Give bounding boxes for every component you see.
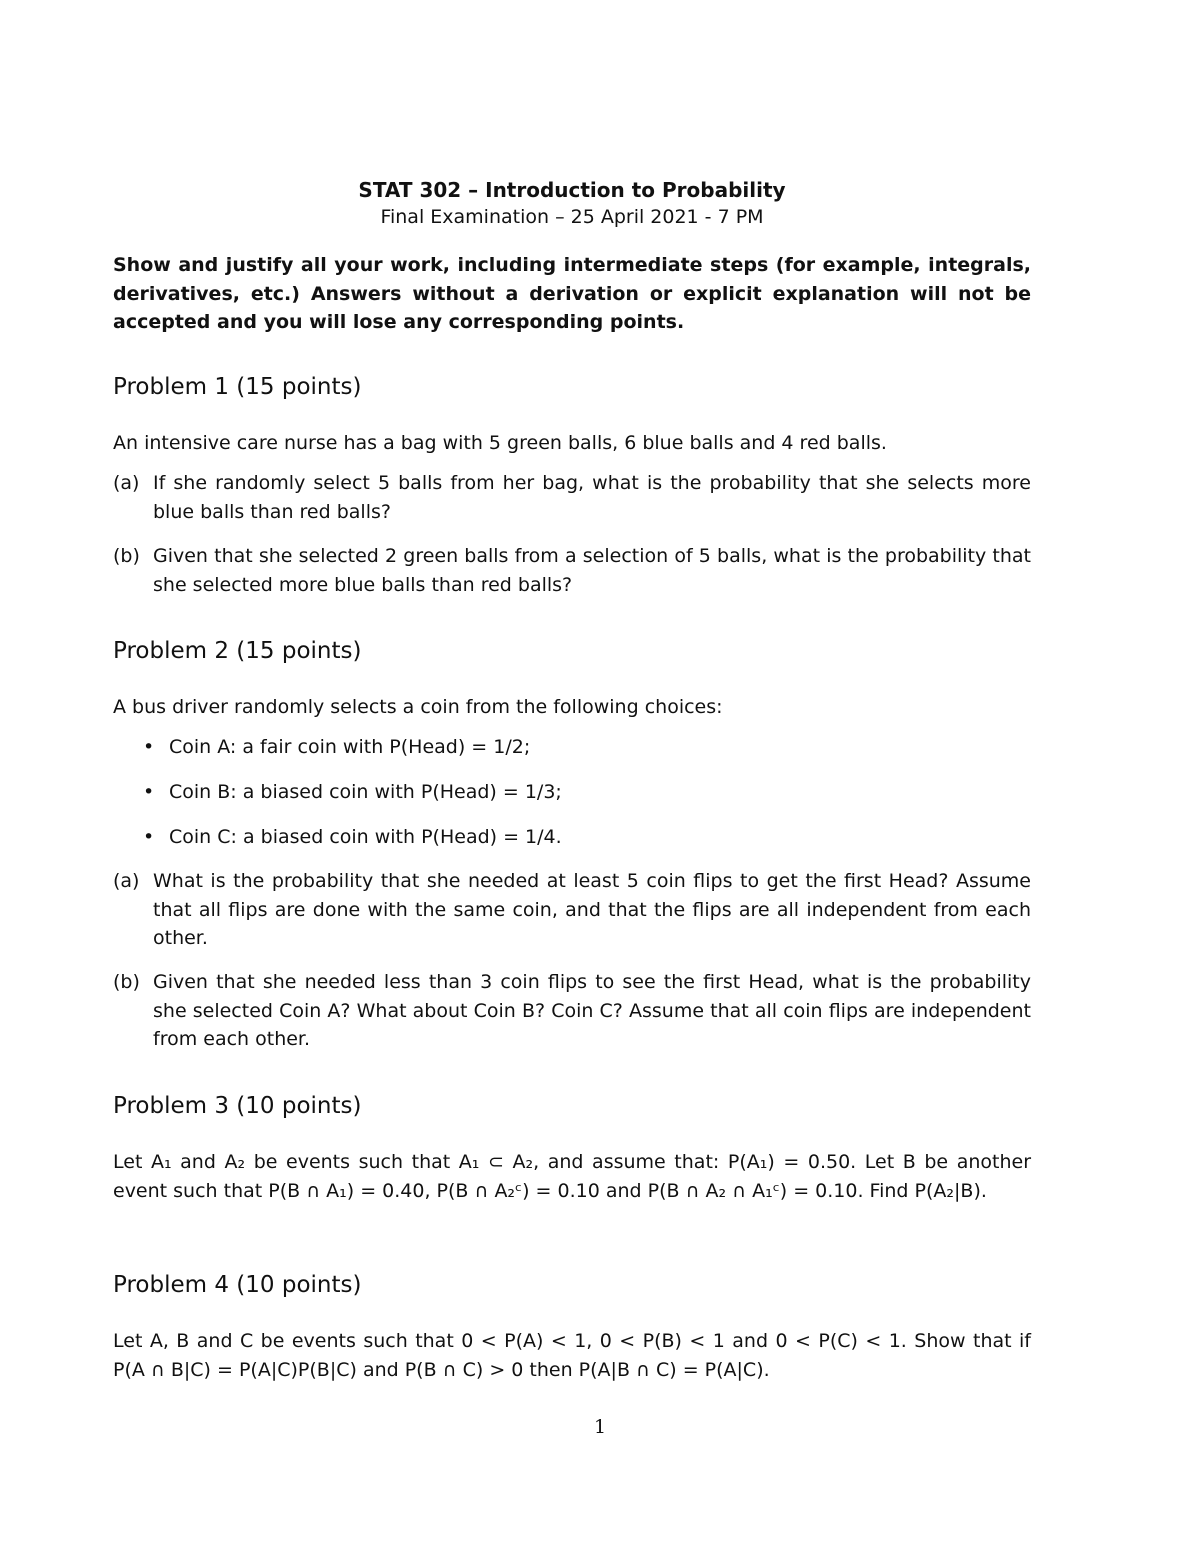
problem-4-text: Let A, B and C be events such that 0 < P(A) < 1, 0 < P(B) < 1 and 0 < P(C) < 1. Show that if P(A ∩ B|C) = P(A|C)P(B|C) and P(B ∩ C) > 0 then P(A|B ∩ C) = P(A|C). [113,1330,1031,1381]
part-text: If she randomly select 5 balls from her bag, what is the probability that she selects more blue balls than red balls? [153,472,1031,523]
bullet-text: Coin A: a fair coin with P(Head) = 1/2; [169,736,531,758]
coin-b-bullet [143,778,1031,807]
part-label: (b) [113,545,140,567]
part-text: Given that she selected 2 green balls from a selection of 5 balls, what is the probability that she selected more blue balls than red balls? [153,545,1031,596]
exam-title: STAT 302 – Introduction to Probability [358,178,786,202]
coin-a-bullet [143,733,1031,762]
problem-3-heading: Problem 3 (10 points) [113,1093,362,1119]
problem-1-part-a [113,469,1031,526]
problem-1-part-b [113,542,1031,599]
exam-subtitle: Final Examination – 25 April 2021 - 7 PM [380,206,764,228]
bullet-text: Coin C: a biased coin with P(Head) = 1/4. [169,826,562,848]
problem-2-heading: Problem 2 (15 points) [113,638,362,664]
part-label: (a) [113,870,140,892]
part-label: (b) [113,971,140,993]
part-label: (a) [113,472,140,494]
part-text: What is the probability that she needed at least 5 coin flips to get the first Head? Assume that all flips are done with the same coin, and that the flips are all independent from each other. [153,870,1031,949]
problem-1-heading: Problem 1 (15 points) [113,374,362,400]
part-text: Given that she needed less than 3 coin flips to see the first Head, what is the probability she selected Coin A? What about Coin B? Coin C? Assume that all coin flips are independent from each other. [153,971,1031,1050]
problem-4-heading: Problem 4 (10 points) [113,1272,362,1298]
problem-3-text: Let A₁ and A₂ be events such that A₁ ⊂ A₂, and assume that: P(A₁) = 0.50. Let B be another event such that P(B ∩ A₁) = 0.40, P(B ∩ A₂ᶜ) = 0.10 and P(B ∩ A₂ ∩ A₁ᶜ) = 0.10. Find P(A₂|B). [113,1151,1031,1202]
bullet-text: Coin B: a biased coin with P(Head) = 1/3; [169,781,562,803]
bullet-dot: • [143,781,155,803]
problem-1-intro: An intensive care nurse has a bag with 5 green balls, 6 blue balls and 4 red balls. [113,432,887,454]
bullet-dot: • [143,826,155,848]
coin-c-bullet [143,823,1031,852]
page-number: 1 [593,1416,607,1438]
problem-2-intro: A bus driver randomly selects a coin from the following choices: [113,696,723,718]
problem-2-part-a [113,867,1031,953]
problem-2-part-b [113,968,1031,1054]
bullet-dot: • [143,736,155,758]
exam-instructions: Show and justify all your work, including intermediate steps (for example, integrals, derivatives, etc.) Answers without a derivation or explicit explanation will not be accepted and you will lose any corresponding points. [113,254,1031,333]
